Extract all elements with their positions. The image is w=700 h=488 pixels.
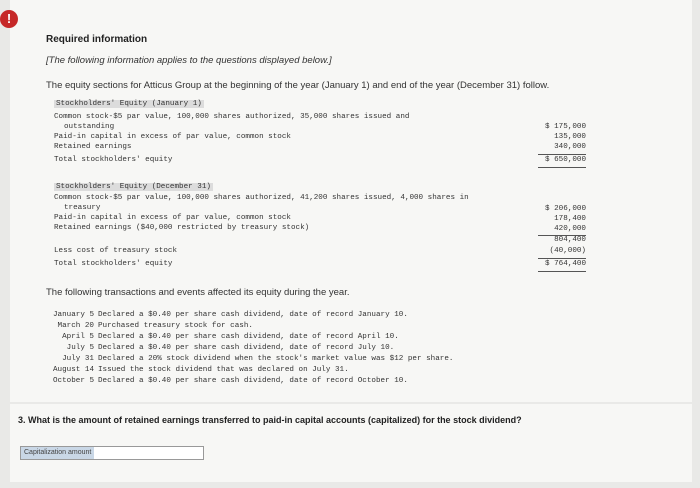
table-row: Common stock-$5 par value, 100,000 shares authorized, 35,000 shares issued and — [54, 113, 410, 121]
table-value: 178,400 — [554, 215, 586, 223]
list-item: April 5 Declared a $0.40 per share cash dividend, date of record April 10. — [62, 333, 399, 341]
table-value: 804,400 — [554, 236, 586, 244]
list-item: March 20 Purchased treasury stock for cash. — [57, 322, 253, 330]
table-value: $ 650,000 — [544, 156, 586, 164]
transactions-intro: The following transactions and events affected its equity during the year. — [46, 287, 350, 298]
december-equity-table — [54, 183, 586, 278]
table-value: $ 764,400 — [544, 260, 586, 268]
intro-text: The equity sections for Atticus Group at the beginning of the year (January 1) and end of the year (December 31) follow. — [46, 80, 550, 91]
january-equity-table — [54, 100, 586, 170]
table-value: (40,000) — [549, 247, 586, 255]
list-item: January 5 Declared a $0.40 per share cash dividend, date of record January 10. — [52, 311, 408, 319]
divider — [538, 271, 586, 272]
december-table-title: Stockholders' Equity (December 31) — [56, 183, 211, 191]
alert-icon: ! — [0, 10, 18, 28]
list-item: July 5 Declared a $0.40 per share cash dividend, date of record July 10. — [66, 344, 395, 352]
table-row: Less cost of treasury stock — [54, 247, 178, 255]
table-value: 135,000 — [554, 133, 586, 141]
question-text: 3. What is the amount of retained earnings transferred to paid-in capital accounts (capitalized) for the stock dividend? — [18, 415, 522, 425]
table-value: $ 175,000 — [544, 123, 586, 131]
table-row: treasury — [64, 204, 101, 212]
capitalization-amount-field[interactable] — [20, 446, 204, 460]
list-item: July 31 Declared a 20% stock dividend when the stock's market value was $12 per share. — [62, 355, 454, 363]
transactions-list — [48, 311, 453, 388]
info-note: [The following information applies to the questions displayed below.] — [46, 55, 332, 66]
list-item: August 14 Issued the stock dividend that was declared on July 31. — [52, 366, 349, 374]
table-value: 340,000 — [554, 143, 586, 151]
january-table-title: Stockholders' Equity (January 1) — [56, 100, 202, 108]
table-value: 420,000 — [554, 225, 586, 233]
table-row: Common stock-$5 par value, 100,000 shares authorized, 41,200 shares issued, 4,000 shares in — [54, 194, 469, 202]
required-heading: Required information — [46, 34, 148, 45]
table-row: outstanding — [64, 123, 115, 131]
capitalization-amount-label: Capitalization amount — [21, 447, 94, 459]
table-row: Paid-in capital in excess of par value, common stock — [54, 133, 291, 141]
table-row: Paid-in capital in excess of par value, common stock — [54, 214, 291, 222]
table-row: Total stockholders' equity — [54, 260, 173, 268]
table-value: $ 206,000 — [544, 205, 586, 213]
table-row: Retained earnings — [54, 143, 132, 151]
table-row: Total stockholders' equity — [54, 156, 173, 164]
list-item: October 5 Declared a $0.40 per share cash dividend, date of record October 10. — [52, 377, 408, 385]
table-row: Retained earnings ($40,000 restricted by treasury stock) — [54, 224, 310, 232]
divider — [538, 258, 586, 259]
divider — [538, 167, 586, 168]
divider — [538, 154, 586, 155]
